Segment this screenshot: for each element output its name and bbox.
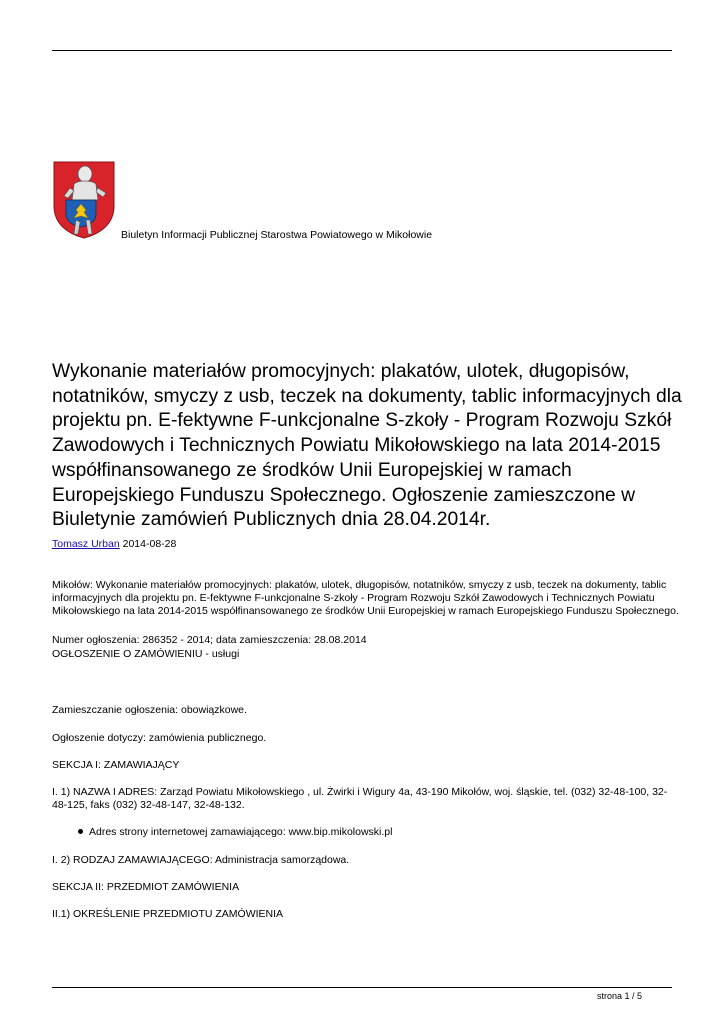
- concerns-line: Ogłoszenie dotyczy: zamówienia publicznego.: [52, 732, 267, 744]
- publication-date: 2014-08-28: [122, 538, 177, 550]
- article-title: Wykonanie materiałów promocyjnych: plakatów, ulotek, długopisów, notatników, smyczy z usb, teczek na dokumenty, tablic informacyjnych dla projektu pn. E-fektywne F-unkcjonalne S-zkoły - Program Rozwoju Szkół Zawodowych i Technicznych Powiatu Mikołowskiego na lata 2014-2015 współfinansowanego ze środków Unii Europejskiej w ramach Europejskiego Funduszu Społecznego. Ogłoszenie zamieszczone w Biuletynie zamówień Publicznych dnia 28.04.2014r.: [52, 361, 682, 531]
- publisher-name: Biuletyn Informacji Publicznej Starostwa Powiatowego w Mikołowie: [121, 229, 433, 241]
- notice-type: OGŁOSZENIE O ZAMÓWIENIU - usługi: [52, 648, 240, 660]
- placement-line: Zamieszczanie ogłoszenia: obowiązkowe.: [52, 704, 247, 716]
- author-link[interactable]: Tomasz Urban: [52, 538, 120, 550]
- intro-paragraph: Mikołów: Wykonanie materiałów promocyjnych: plakatów, ulotek, długopisów, notatników, smyczy z usb, teczek na dokumenty, tablic informacyjnych dla projektu pn. E-fektywne F-unkcjonalne S-zkoły - Program Rozwoju Szkół Zawodowych i Technicznych Powiatu Mikołowskiego na lata 2014-2015 współfinansowanego ze środków Unii Europejskiej w ramach Europejskiego Funduszu Społecznego.: [52, 579, 679, 617]
- top-rule: [52, 50, 672, 51]
- authority-type: I. 2) RODZAJ ZAMAWIAJĄCEGO: Administracja samorządowa.: [52, 854, 350, 866]
- bottom-rule: [52, 987, 672, 988]
- notice-number: Numer ogłoszenia: 286352 - 2014; data zamieszczenia: 28.08.2014: [52, 634, 367, 646]
- section-1-heading: SEKCJA I: ZAMAWIAJĄCY: [52, 759, 180, 771]
- contracting-authority-address: I. 1) NAZWA I ADRES: Zarząd Powiatu Mikołowskiego , ul. Żwirki i Wigury 4a, 43-190 Mikołów, woj. śląskie, tel. (032) 32-48-100, 32-48-125, faks (032) 32-48-147, 32-48-132.: [52, 786, 668, 811]
- page-number: strona 1 / 5: [596, 991, 642, 1001]
- byline: [52, 538, 176, 550]
- mikolow-county-coat-of-arms-icon: [52, 160, 116, 240]
- website-list-item: [78, 826, 392, 839]
- subject-definition-heading: II.1) OKREŚLENIE PRZEDMIOTU ZAMÓWIENIA: [52, 908, 284, 920]
- section-2-heading: SEKCJA II: PRZEDMIOT ZAMÓWIENIA: [52, 881, 240, 893]
- bullet-icon: [78, 829, 83, 834]
- website-text: Adres strony internetowej zamawiającego: www.bip.mikolowski.pl: [89, 826, 393, 838]
